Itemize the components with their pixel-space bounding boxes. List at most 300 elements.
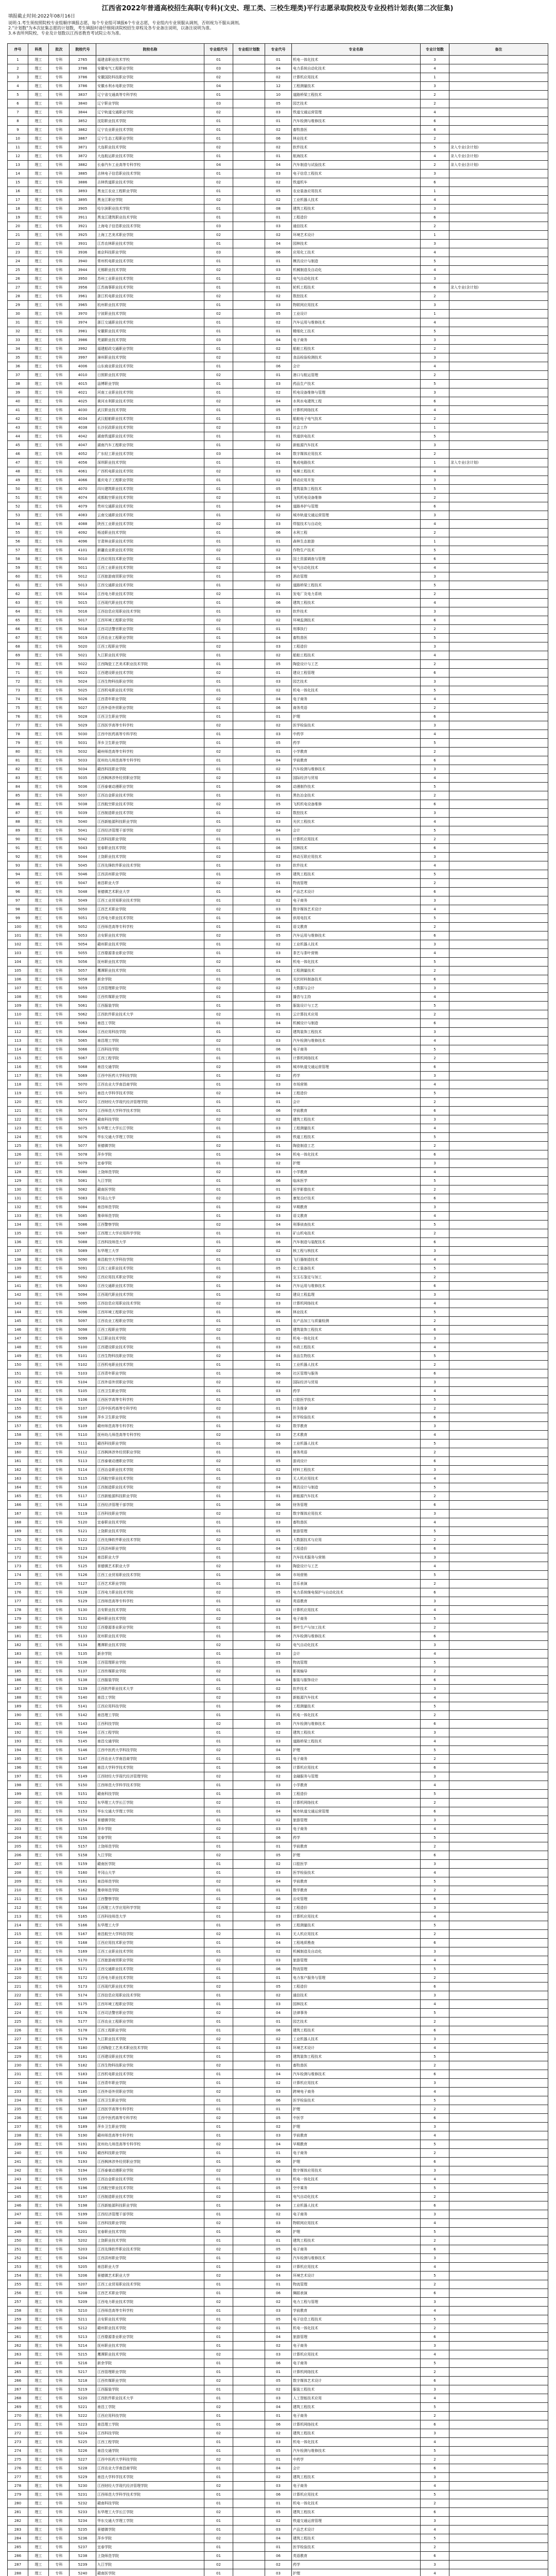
table-row	[8, 1930, 548, 1939]
table-cell: 学前教育	[292, 2307, 421, 2315]
table-cell: 电子商务	[292, 2245, 421, 2254]
table-cell	[449, 2210, 548, 2219]
table-row	[8, 1518, 548, 1527]
table-cell: 理工	[28, 625, 49, 634]
table-cell	[233, 1238, 265, 1247]
table-cell: 舞蹈表演	[292, 2289, 421, 2298]
table-cell: 5143	[70, 1720, 96, 1728]
table-cell: 01	[204, 1256, 233, 1264]
table-cell: 理工	[28, 2552, 49, 2561]
table-cell	[233, 257, 265, 266]
table-cell: 02	[204, 73, 233, 82]
table-cell: 工业机器人技术	[292, 2201, 421, 2210]
table-cell: 01	[204, 1650, 233, 1658]
table-cell: 理工	[28, 1150, 49, 1159]
table-cell	[233, 2236, 265, 2245]
table-cell: 5169	[70, 1947, 96, 1956]
table-cell: 环境监测技术	[292, 616, 421, 625]
table-cell: 专科	[49, 2350, 70, 2359]
table-cell: 动漫制作技术	[292, 783, 421, 791]
table-cell	[449, 537, 548, 546]
table-row	[8, 2508, 548, 2517]
table-cell: 01	[204, 791, 233, 800]
table-cell: 专科	[49, 2420, 70, 2429]
table-cell: 109	[8, 1002, 28, 1010]
table-cell: 05	[265, 1982, 292, 1991]
table-row	[8, 1650, 548, 1658]
table-cell: 03	[204, 336, 233, 345]
table-row	[8, 1860, 548, 1869]
table-cell: 5195	[70, 2175, 96, 2184]
table-cell: 02	[265, 1072, 292, 1080]
table-cell: 九江学院	[96, 1851, 204, 1860]
table-row	[8, 1904, 548, 1912]
table-cell: 5	[421, 1702, 449, 1711]
table-cell: 专科	[49, 1098, 70, 1107]
table-cell: 01	[204, 2123, 233, 2131]
table-cell: 江西传媒职业学院	[96, 1667, 204, 1676]
table-cell	[449, 756, 548, 765]
table-cell: 3	[421, 2254, 449, 2263]
table-cell: 软件技术	[292, 861, 421, 870]
table-cell: 理工	[28, 494, 49, 502]
table-cell: 02	[265, 2298, 292, 2307]
table-cell: 药学	[292, 1834, 421, 1842]
table-cell: 01	[265, 283, 292, 292]
table-row	[8, 1974, 548, 1982]
table-cell: 江西应用科技学院	[96, 1702, 204, 1711]
table-cell: 5172	[70, 1974, 96, 1982]
table-cell: 04	[265, 1150, 292, 1159]
table-cell: 7	[8, 108, 28, 117]
table-cell: 5161	[70, 1877, 96, 1886]
table-row	[8, 2482, 548, 2490]
table-cell: 01	[204, 2552, 233, 2561]
table-cell: 02	[204, 774, 233, 783]
table-cell: 2	[421, 1755, 449, 1764]
table-cell: 3956	[70, 283, 96, 292]
table-cell: 01	[265, 1886, 292, 1895]
table-cell: 理工	[28, 1387, 49, 1396]
table-cell: 专科	[49, 2543, 70, 2552]
table-cell: 01	[204, 2420, 233, 2429]
table-cell: 江西师范高等专科学校	[96, 2307, 204, 2315]
table-cell: 江西管理职业学院	[96, 1658, 204, 1667]
table-cell: 理工	[28, 143, 49, 152]
table-row	[8, 853, 548, 861]
table-cell: 3	[421, 572, 449, 581]
table-cell: 专科	[49, 1641, 70, 1650]
table-cell	[233, 1545, 265, 1553]
table-cell: 江西航空职业技术学院	[96, 800, 204, 809]
table-cell: 5055	[70, 949, 96, 958]
table-row	[8, 1098, 548, 1107]
table-cell: 284	[8, 2534, 28, 2543]
table-cell: 4	[421, 1299, 449, 1308]
table-cell: 景德镇学院	[96, 1142, 204, 1150]
table-cell: 建筑工程技术	[292, 2429, 421, 2438]
table-cell: 江西新能源科技职业学院	[96, 2201, 204, 2210]
table-cell: 理工	[28, 1720, 49, 1728]
table-cell: 141	[8, 1282, 28, 1291]
table-cell: 5121	[70, 1527, 96, 1536]
table-cell: 196	[8, 1764, 28, 1772]
table-cell: 江西服装学院	[96, 1002, 204, 1010]
table-cell: 飞机机电设备维修	[292, 494, 421, 502]
table-cell: 护理	[292, 713, 421, 721]
table-cell	[449, 1667, 548, 1676]
table-cell: 5188	[70, 2114, 96, 2123]
table-cell: 专科	[49, 1728, 70, 1737]
table-cell: 5103	[70, 1369, 96, 1378]
table-cell	[449, 2455, 548, 2464]
table-cell: 理工	[28, 1256, 49, 1264]
table-cell: 1	[421, 187, 449, 196]
table-cell: 01	[204, 1974, 233, 1982]
table-cell: 理工	[28, 1869, 49, 1877]
table-cell: 3944	[70, 266, 96, 275]
table-cell: 01	[204, 459, 233, 467]
table-cell	[449, 1588, 548, 1597]
table-cell	[449, 713, 548, 721]
table-row	[8, 774, 548, 783]
table-cell: 3	[421, 677, 449, 686]
table-cell: 02	[204, 1825, 233, 1834]
table-cell: 02	[204, 1247, 233, 1256]
table-cell: 01	[204, 1527, 233, 1536]
table-cell	[233, 739, 265, 748]
table-cell: 江西师范大学科学技术学院	[96, 1107, 204, 1115]
table-cell: 05	[265, 99, 292, 108]
table-cell: 江西农业工程职业学院	[96, 1317, 204, 1326]
table-cell: 04	[265, 450, 292, 459]
table-cell: 铁道供电技术	[292, 432, 421, 441]
table-cell: 旅游管理	[292, 1816, 421, 1825]
table-cell: 专科	[49, 2044, 70, 2053]
table-cell: 专科	[49, 2526, 70, 2534]
table-cell: 129	[8, 1177, 28, 1185]
table-cell	[449, 1089, 548, 1098]
table-cell: 专科	[49, 2018, 70, 2026]
table-cell: 01	[204, 388, 233, 397]
table-cell: 理工	[28, 161, 49, 170]
table-cell: 288	[8, 2569, 28, 2576]
table-cell: 01	[204, 1238, 233, 1247]
table-cell: 01	[204, 529, 233, 537]
table-cell: 03	[204, 64, 233, 73]
table-cell: 145	[8, 1317, 28, 1326]
table-cell: 05	[265, 485, 292, 494]
table-cell: 专科	[49, 1842, 70, 1851]
table-cell: 155	[8, 1404, 28, 1413]
table-cell: 专科	[49, 511, 70, 520]
table-row	[8, 2079, 548, 2088]
table-cell: 专科	[49, 82, 70, 91]
table-cell: 271	[8, 2420, 28, 2429]
table-row	[8, 520, 548, 529]
table-row	[8, 1834, 548, 1842]
table-row	[8, 783, 548, 791]
table-cell: 113	[8, 1037, 28, 1045]
table-cell: 机电一体化技术	[292, 2499, 421, 2508]
table-cell: 建设工程管理	[292, 669, 421, 677]
table-cell: 江西财经大学现代经济管理学院	[96, 1098, 204, 1107]
table-cell: 5165	[70, 1912, 96, 1921]
table-cell: 01	[204, 117, 233, 126]
table-cell: 162	[8, 1466, 28, 1475]
table-cell: 专科	[49, 2561, 70, 2569]
table-cell	[449, 1229, 548, 1238]
table-cell: 医学检验技术	[292, 1413, 421, 1422]
table-cell: 物流管理	[292, 1965, 421, 1974]
table-cell: 5025	[70, 686, 96, 695]
table-cell	[449, 292, 548, 301]
column-header: 专业代号	[265, 44, 292, 56]
table-cell: 刑事侦查技术	[292, 1221, 421, 1229]
table-cell: 东华理工大学长江学院	[96, 2508, 204, 2517]
table-cell: 日照职业技术学院	[96, 371, 204, 380]
table-cell: 江西工程职业学院	[96, 1326, 204, 1334]
table-row	[8, 1702, 548, 1711]
table-cell: 理工	[28, 686, 49, 695]
table-cell	[449, 108, 548, 117]
table-row	[8, 2184, 548, 2193]
table-cell: 华东交通大学理工学院	[96, 1807, 204, 1816]
table-cell	[449, 2000, 548, 2009]
table-cell: 5	[421, 380, 449, 388]
table-cell: 01	[204, 783, 233, 791]
table-cell: 江西制造职业技术学院	[96, 809, 204, 818]
table-cell: 4038	[70, 423, 96, 432]
table-cell	[233, 774, 265, 783]
table-cell: 1	[421, 231, 449, 240]
table-cell: 南昌师范学院	[96, 1203, 204, 1212]
table-cell: 2	[421, 1842, 449, 1851]
table-cell: 01	[204, 2307, 233, 2315]
table-cell: 5152	[70, 1799, 96, 1807]
table-cell: 01	[204, 993, 233, 1002]
table-cell	[233, 975, 265, 984]
table-cell	[233, 231, 265, 240]
table-cell	[449, 1010, 548, 1019]
table-cell: 173	[8, 1562, 28, 1571]
table-row	[8, 73, 548, 82]
table-cell: 01	[204, 2526, 233, 2534]
table-cell: 6	[421, 213, 449, 222]
table-cell: 257	[8, 2298, 28, 2307]
table-cell: 04	[265, 2534, 292, 2543]
table-cell: 江西建设职业技术学院	[96, 2053, 204, 2061]
table-cell: 125	[8, 1142, 28, 1150]
table-cell: 5155	[70, 1825, 96, 1834]
table-row	[8, 677, 548, 686]
table-cell: 20	[8, 222, 28, 231]
table-cell: 5228	[70, 2464, 96, 2473]
table-cell: 辽宁生态工程职业学院	[96, 134, 204, 143]
table-cell: 专科	[49, 2333, 70, 2342]
table-cell: 02	[204, 1037, 233, 1045]
table-cell: 02	[265, 940, 292, 949]
table-row	[8, 2534, 548, 2543]
table-cell: 01	[265, 1492, 292, 1501]
table-cell: 02	[265, 2429, 292, 2438]
table-cell	[449, 2166, 548, 2175]
table-cell: 05	[265, 1790, 292, 1799]
table-row	[8, 2385, 548, 2394]
table-cell: 软件技术	[292, 143, 421, 152]
table-cell: 04	[265, 64, 292, 73]
table-cell: 23	[8, 248, 28, 257]
table-cell	[233, 651, 265, 660]
table-cell: 13	[8, 161, 28, 170]
table-cell: 理工	[28, 2499, 49, 2508]
table-cell: 5164	[70, 1904, 96, 1912]
table-cell: 01	[204, 625, 233, 634]
table-row	[8, 2280, 548, 2289]
table-cell: 理工	[28, 1107, 49, 1115]
table-cell: 园林技术	[292, 844, 421, 853]
table-cell: 新疆农业职业技术学院	[96, 546, 204, 555]
table-cell: 专科	[49, 99, 70, 108]
table-row	[8, 1571, 548, 1580]
table-cell: 专科	[49, 1466, 70, 1475]
table-cell: 专科	[49, 1168, 70, 1177]
table-cell: 理工	[28, 800, 49, 809]
table-cell: 04	[265, 1413, 292, 1422]
table-cell	[233, 1492, 265, 1501]
table-cell: 理工	[28, 2315, 49, 2324]
table-cell	[449, 1904, 548, 1912]
table-cell: 05	[265, 2114, 292, 2123]
table-cell: 萍乡卫生职业学院	[96, 2123, 204, 2131]
table-cell: 5047	[70, 879, 96, 888]
table-cell	[449, 82, 548, 91]
table-cell: 06	[265, 1632, 292, 1641]
table-cell: 专科	[49, 791, 70, 800]
table-cell: 5	[421, 1483, 449, 1492]
table-cell: 95	[8, 879, 28, 888]
table-row	[8, 231, 548, 240]
table-cell	[233, 1947, 265, 1956]
table-cell: 理工	[28, 826, 49, 835]
table-row	[8, 1527, 548, 1536]
table-cell: 理工	[28, 835, 49, 844]
table-cell: 工程测量技术	[292, 1702, 421, 1711]
table-cell	[233, 1737, 265, 1746]
table-cell: 江西信息应用职业技术学院	[96, 1991, 204, 2000]
table-cell: 专科	[49, 2228, 70, 2236]
table-cell: 4083	[70, 511, 96, 520]
table-row	[8, 196, 548, 205]
table-cell	[449, 362, 548, 371]
table-cell	[449, 748, 548, 756]
table-cell: 通信技术	[292, 1991, 421, 2000]
table-cell: 理工	[28, 1597, 49, 1606]
table-cell: 江西农业工程职业学院	[96, 2018, 204, 2026]
table-cell: 抚州职业技术学院	[96, 958, 204, 967]
table-cell: 5106	[70, 1396, 96, 1404]
table-cell: 3	[421, 353, 449, 362]
table-cell: 01	[204, 835, 233, 844]
table-cell: 汽车检测与维修技术	[292, 2447, 421, 2455]
table-cell: 专科	[49, 1676, 70, 1685]
table-cell: 204	[8, 1834, 28, 1842]
table-cell: 58	[8, 555, 28, 564]
table-cell	[449, 1869, 548, 1877]
table-row	[8, 222, 548, 231]
table-cell: 02	[265, 441, 292, 450]
table-cell: 2	[421, 1273, 449, 1282]
table-row	[8, 940, 548, 949]
table-cell: 专科	[49, 1947, 70, 1956]
table-row	[8, 2044, 548, 2053]
table-cell: 5127	[70, 1580, 96, 1588]
table-cell: 专科	[49, 1107, 70, 1115]
table-cell: 专科	[49, 134, 70, 143]
table-cell: 理工	[28, 1982, 49, 1991]
table-cell	[449, 476, 548, 485]
table-cell	[233, 170, 265, 178]
table-cell	[449, 266, 548, 275]
table-cell: 139	[8, 1264, 28, 1273]
table-cell	[449, 318, 548, 327]
table-cell	[233, 695, 265, 704]
table-cell	[233, 2508, 265, 2517]
table-row	[8, 765, 548, 774]
table-cell: 5081	[70, 1177, 96, 1185]
table-cell: 01	[204, 2368, 233, 2377]
table-cell: 01	[265, 257, 292, 266]
table-cell: 06	[265, 2552, 292, 2561]
table-cell: 专科	[49, 1650, 70, 1658]
table-cell	[449, 2333, 548, 2342]
table-cell: 5018	[70, 625, 96, 634]
table-row	[8, 2368, 548, 2377]
table-cell: 5024	[70, 677, 96, 686]
table-cell: 5191	[70, 2140, 96, 2149]
table-cell: 230	[8, 2061, 28, 2070]
table-cell: 专科	[49, 1115, 70, 1124]
table-cell	[233, 546, 265, 555]
table-cell	[449, 494, 548, 502]
table-cell: 汽车检测与维修技术	[292, 1037, 421, 1045]
table-cell: 5	[421, 1089, 449, 1098]
table-cell: 理工	[28, 1177, 49, 1185]
table-cell	[233, 835, 265, 844]
column-header: 专业组代号	[204, 44, 233, 56]
table-cell: 115	[8, 1054, 28, 1063]
table-cell: 04	[265, 2272, 292, 2280]
table-cell: 东华理工大学长江学院	[96, 1124, 204, 1133]
table-cell: 165	[8, 1492, 28, 1501]
table-cell: 理工	[28, 1667, 49, 1676]
table-cell: 02	[204, 2088, 233, 2096]
table-cell: 专科	[49, 1851, 70, 1860]
table-cell	[449, 975, 548, 984]
table-cell: 理工	[28, 1369, 49, 1378]
table-cell: 122	[8, 1115, 28, 1124]
table-cell: 理工	[28, 222, 49, 231]
table-cell	[233, 537, 265, 546]
table-row	[8, 2412, 548, 2420]
table-cell: 01	[204, 1702, 233, 1711]
table-cell: 02	[265, 1597, 292, 1606]
table-row	[8, 170, 548, 178]
table-cell: 02	[204, 879, 233, 888]
table-cell: 专科	[49, 336, 70, 345]
table-cell	[233, 1098, 265, 1107]
table-row	[8, 502, 548, 511]
